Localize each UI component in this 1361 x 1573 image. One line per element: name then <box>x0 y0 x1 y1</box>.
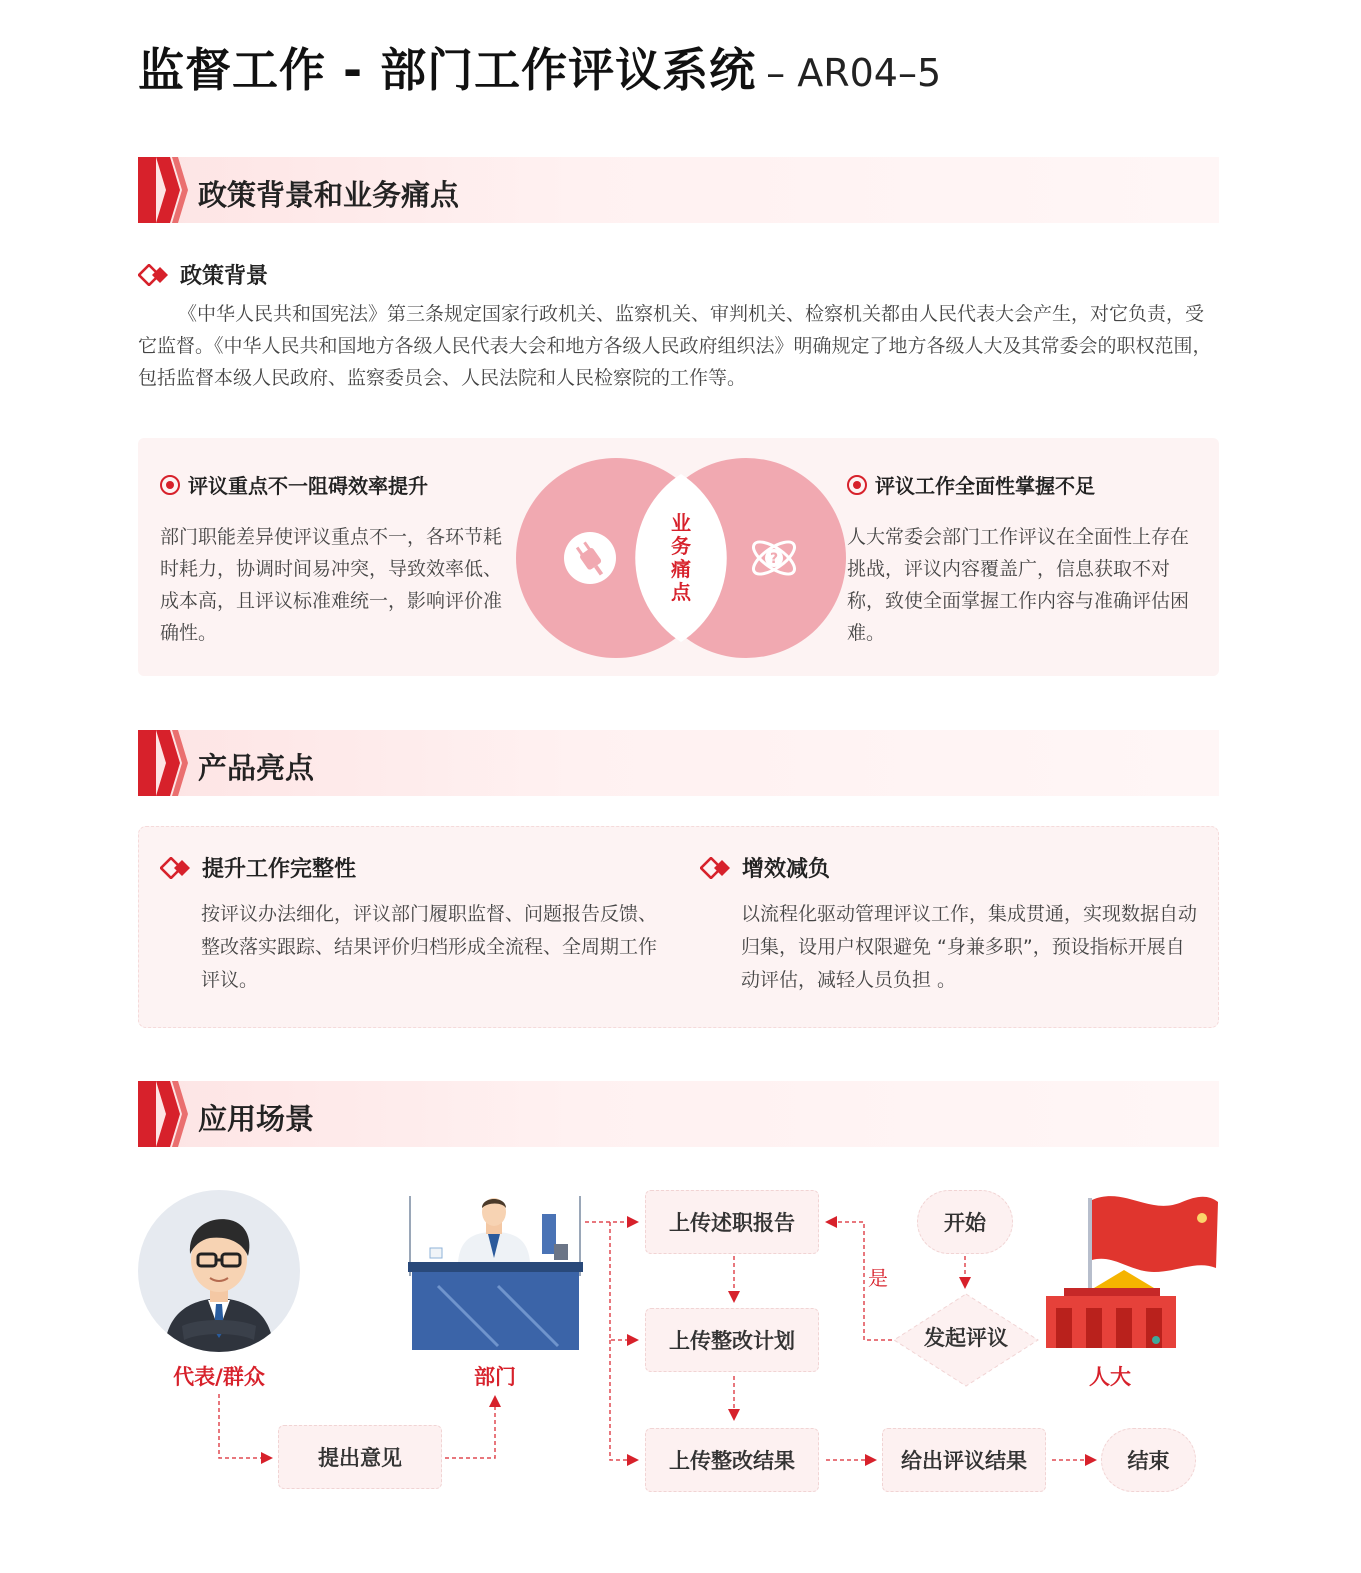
policy-background-paragraph: 《中华人民共和国宪法》第三条规定国家行政机关、监察机关、审判机关、检察机关都由人民代表大会产生，对它负责，受它监督。《中华人民共和国地方各级人民代表大会和地方各级人民政府组织法》明确规定了地方各级人大及其常委会的职权范围，包括监督本级人民政府、监察委员会、人民法院和人民检察院的工作等。 <box>138 303 1212 389</box>
role-department: 部门 <box>474 1365 516 1389</box>
representative-avatar <box>138 1190 300 1352</box>
role-representative: 代表/群众 <box>173 1365 265 1389</box>
step-give-result: 给出评议结果 <box>882 1428 1046 1492</box>
svg-text:?: ? <box>769 551 779 567</box>
step-initiate-review: 发起评议 <box>924 1326 1008 1350</box>
role-npc: 人大 <box>1089 1365 1131 1389</box>
policy-background-title: 政策背景 <box>180 264 269 289</box>
npc-illustration <box>1046 1190 1221 1350</box>
section-title: 政策背景和业务痛点 <box>198 178 460 212</box>
highlight-right-text: 以流程化驱动管理评议工作，集成贯通，实现数据自动归集，设用户权限避免 “身兼多职”，预设指标开展自动评估，减轻人员负担 。 <box>741 903 1198 991</box>
department-illustration <box>408 1196 583 1352</box>
step-upload-plan: 上传整改计划 <box>645 1308 819 1372</box>
step-end: 结束 <box>1101 1428 1196 1492</box>
highlight-right-title: 增效减负 <box>742 857 831 882</box>
step-propose-opinion: 提出意见 <box>278 1425 442 1489</box>
section-title: 应用场景 <box>198 1102 315 1136</box>
section-title: 产品亮点 <box>198 751 315 785</box>
pain-point-left-title-text: 评议重点不一阻碍效率提升 <box>188 474 428 498</box>
step-upload-report: 上传述职报告 <box>645 1190 819 1254</box>
venn-center-label: 业务痛点 <box>671 511 691 604</box>
pain-point-right-text: 人大常委会部门工作评议在全面性上存在挑战，评议内容覆盖广，信息获取不对称，致使全面掌握工作内容与准确评估困难。 <box>847 526 1190 644</box>
pain-point-left-text: 部门职能差异使评议重点不一，各环节耗时耗力，协调时间易冲突，导致效率低、成本高，且评议标准难统一，影响评价准确性。 <box>160 526 503 644</box>
pain-point-right-title-text: 评议工作全面性掌握不足 <box>875 474 1095 498</box>
step-upload-result: 上传整改结果 <box>645 1428 819 1492</box>
highlight-left-title: 提升工作完整性 <box>202 857 357 882</box>
highlight-left-text: 按评议办法细化，评议部门履职监督、问题报告反馈、整改落实跟踪、结果评价归档形成全流程、全周期工作评议。 <box>201 903 658 991</box>
step-start: 开始 <box>917 1190 1013 1254</box>
page-title-text: 监督工作 - 部门工作评议系统 <box>138 43 757 97</box>
flow-yes-label: 是 <box>868 1266 888 1290</box>
document-code: – AR04–5 <box>766 51 942 95</box>
